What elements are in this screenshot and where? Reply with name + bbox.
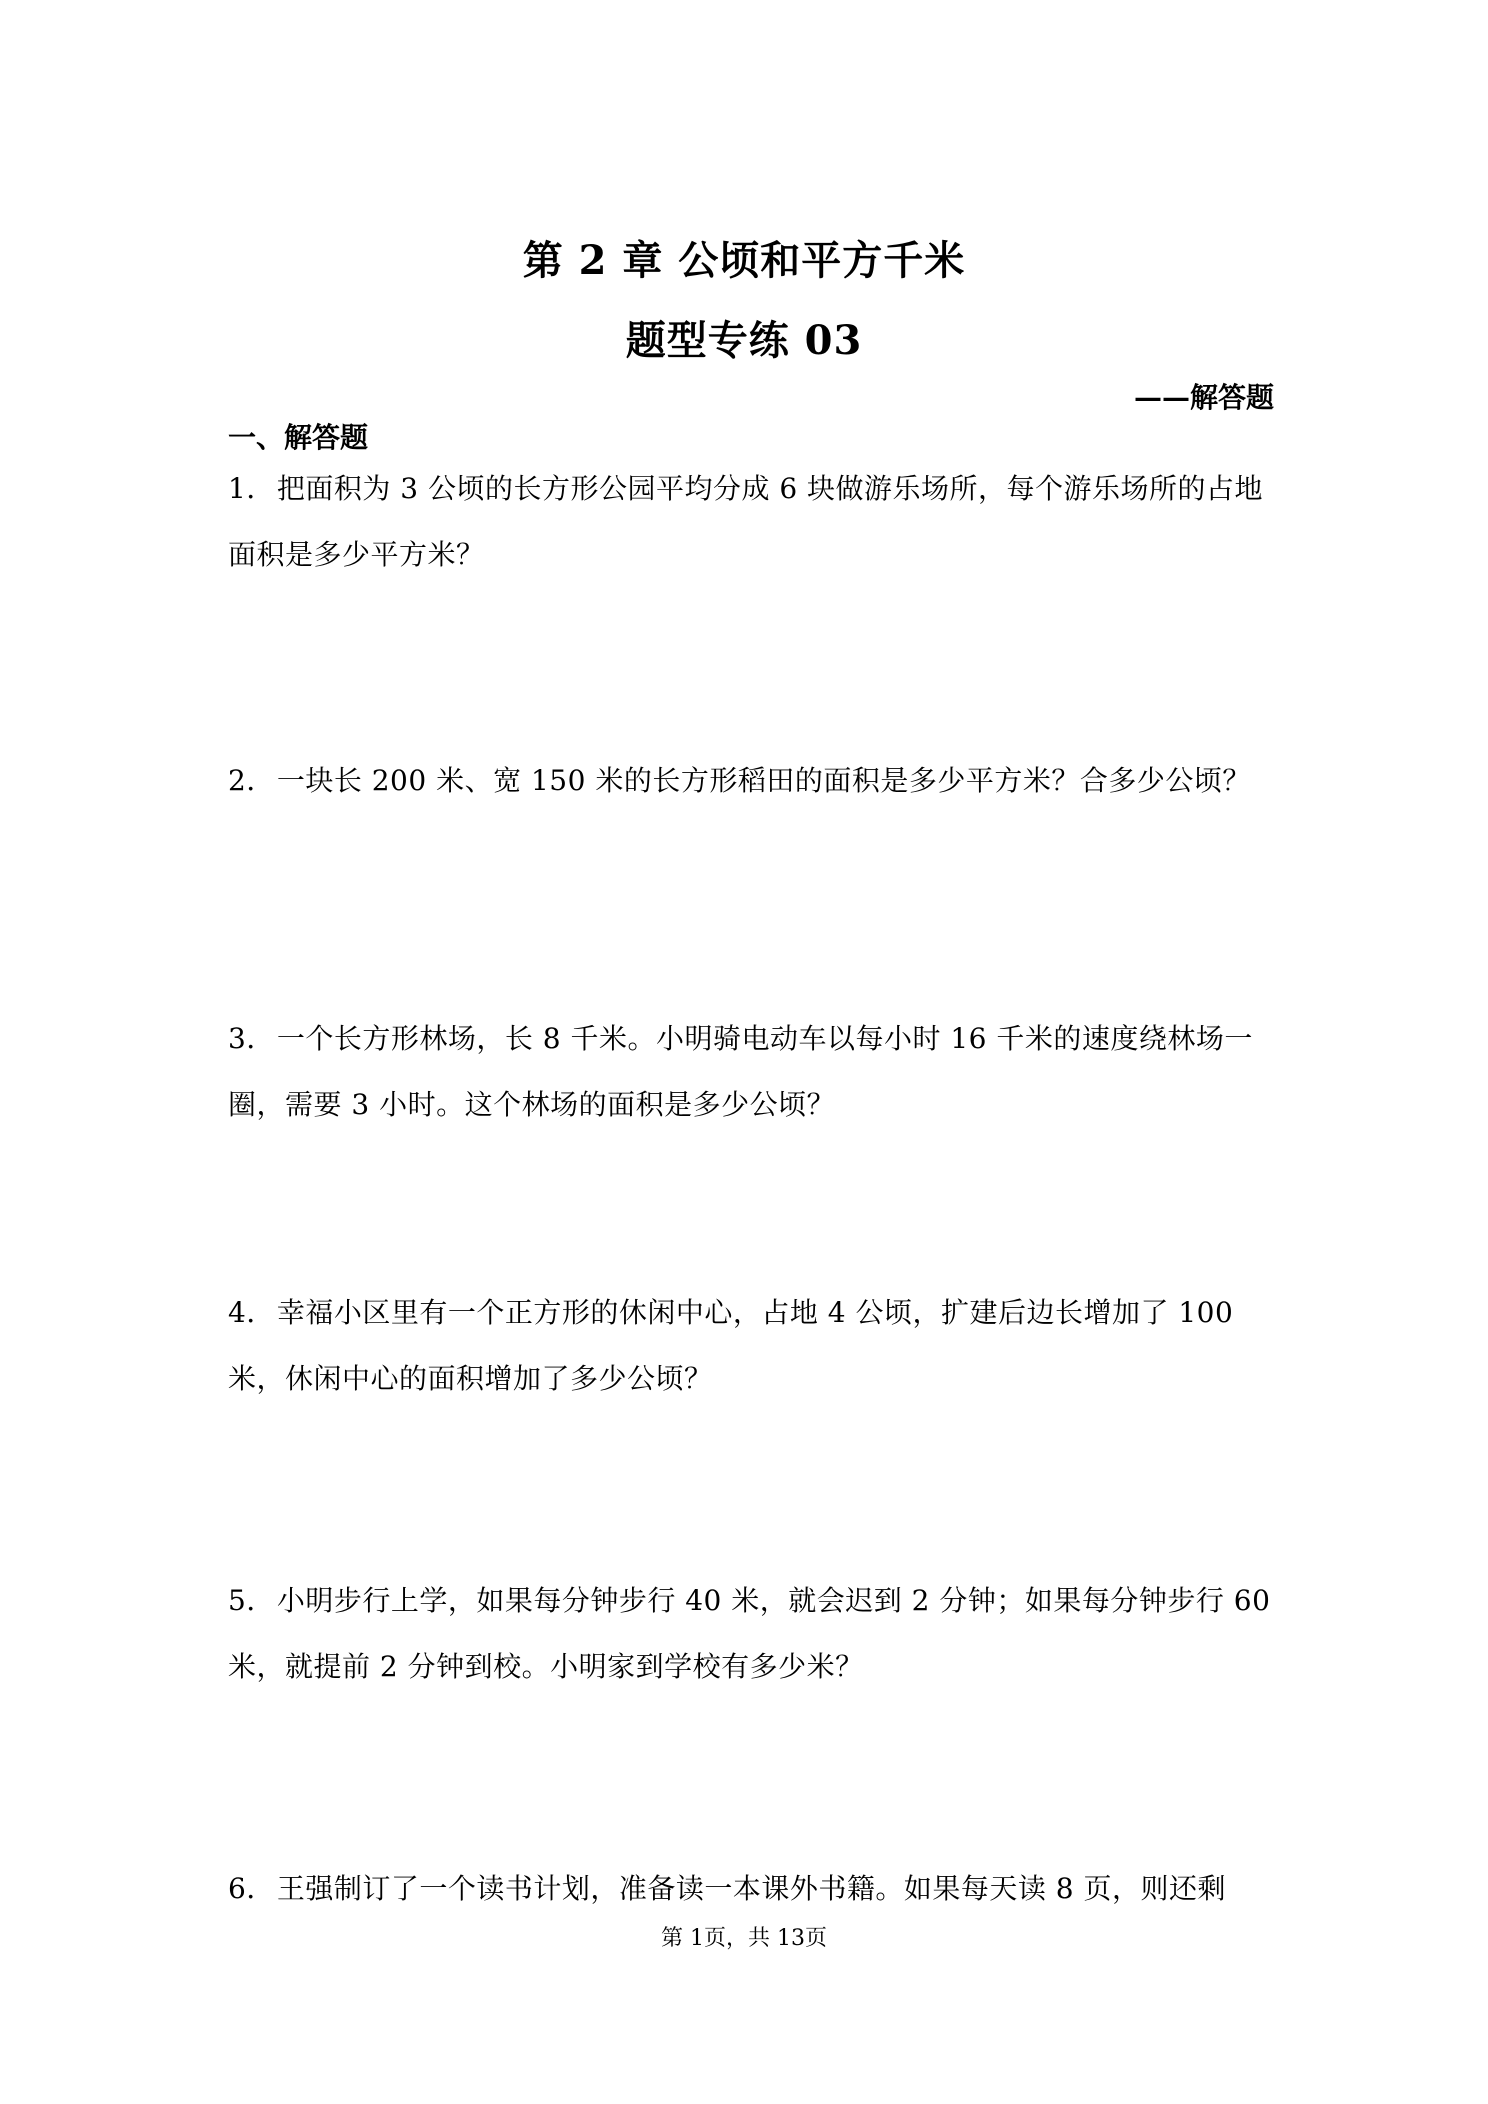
question-text: 幸福小区里有一个正方形的休闲中心，占地 4 公顷，扩建后边长增加了 100 米，休闲中心的面积增加了多少公顷？ <box>228 1296 1234 1395</box>
question-text: 一个长方形林场，长 8 千米。小明骑电动车以每小时 16 千米的速度绕林场一圈，需要 3 小时。这个林场的面积是多少公顷？ <box>228 1022 1253 1121</box>
question-number: 1． <box>228 472 275 505</box>
question-4 <box>228 1280 1278 1412</box>
question-text: 王强制订了一个读书计划，准备读一本课外书籍。如果每天读 8 页，则还剩 <box>276 1872 1226 1905</box>
question-number: 5． <box>228 1584 275 1617</box>
question-1 <box>228 456 1278 588</box>
question-5 <box>228 1568 1278 1700</box>
question-number: 3． <box>228 1022 275 1055</box>
question-number: 6． <box>228 1872 275 1905</box>
page-subtitle: 题型专练 03 <box>625 317 863 364</box>
question-text: 一块长 200 米、宽 150 米的长方形稻田的面积是多少平方米？合多少公顷？ <box>276 764 1251 797</box>
question-text: 小明步行上学，如果每分钟步行 40 米，就会迟到 2 分钟；如果每分钟步行 60 米，就提前 2 分钟到校。小明家到学校有多少米？ <box>228 1584 1271 1683</box>
section-heading: 一、解答题 <box>228 421 369 454</box>
question-type-label: ——解答题 <box>1133 381 1274 414</box>
question-6 <box>228 1856 1278 1922</box>
question-2 <box>228 748 1278 814</box>
question-text: 把面积为 3 公顷的长方形公园平均分成 6 块做游乐场所，每个游乐场所的占地面积是多少平方米？ <box>228 472 1264 571</box>
question-number: 2． <box>228 764 275 797</box>
page-title: 第 2 章 公顷和平方千米 <box>522 237 966 284</box>
page-footer: 第 1页，共 13页 <box>661 1926 827 1951</box>
question-3 <box>228 1006 1278 1138</box>
question-number: 4． <box>228 1296 275 1329</box>
